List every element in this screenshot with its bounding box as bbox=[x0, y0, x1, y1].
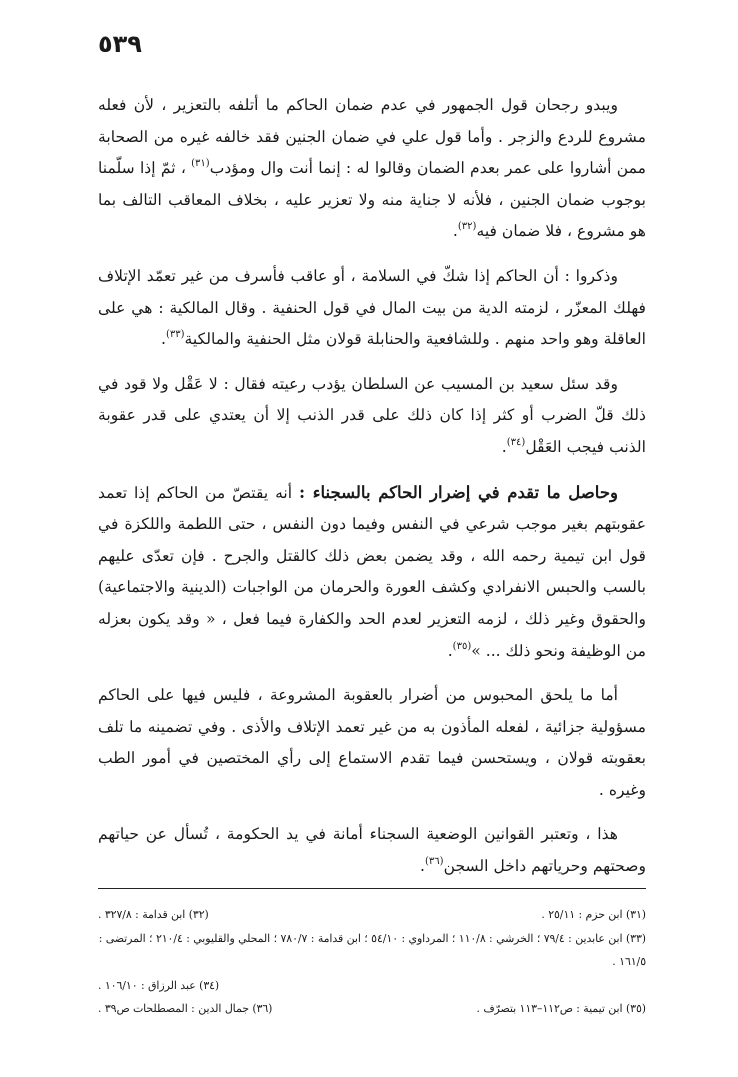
paragraph-text: . bbox=[452, 222, 458, 241]
paragraph-text: أما ما يلحق المحبوس من أضرار بالعقوبة المشروعة ، فليس فيها على الحاكم مسؤولية جزائية ، لفعله المأذون به من غير تعمد الإتلاف والأذى . وفي تضمينه ما تلف بعقوبته قولان ، ويستحسن فيما تقدم الاستماع إلى رأي المختصين في أمور الطب وغيره . bbox=[98, 686, 646, 799]
paragraph-text: . bbox=[501, 437, 507, 456]
body-text bbox=[98, 90, 646, 896]
footnote-35: (٣٥) ابن تيمية : ص١١٢–١١٣ بتصرّف . bbox=[476, 1002, 646, 1015]
paragraph-5 bbox=[98, 680, 646, 806]
paragraph-6 bbox=[98, 819, 646, 882]
footnote-ref-34: (٣٤) bbox=[506, 436, 526, 448]
paragraph-text: ويبدو رجحان قول الجمهور في عدم ضمان الحاكم ما أتلفه بالتعزير ، لأن فعله مشروع للردع والزجر . وأما قول علي في ضمان الجنين فقد خالفه غيره من الصحابة ممن أشاروا على عمر بعدم الضمان وقالوا له : إنما أنت وال ومؤدب bbox=[98, 96, 646, 178]
footnote-33: (٣٣) ابن عابدين : ٧٩/٤ ؛ الخرشي : ١١٠/٨ ؛ المرداوي : ٥٤/١٠ ؛ ابن قدامة : ٧٨٠/٧ ؛ المحلي والقليوبي : ٢١٠/٤ ؛ المرتضى : ١٦١/٥ . bbox=[98, 931, 646, 968]
paragraph-4 bbox=[98, 477, 646, 668]
footnote-ref-35: (٣٥) bbox=[452, 640, 472, 652]
footnote-ref-32: (٣٢) bbox=[457, 221, 477, 233]
footnote-row bbox=[98, 997, 646, 1021]
footnote-ref-31: (٣١) bbox=[191, 158, 210, 170]
footnote-row bbox=[98, 903, 646, 927]
paragraph-2 bbox=[98, 261, 646, 356]
footnote-ref-36: (٣٦) bbox=[425, 856, 444, 868]
page-number: ٥٣٩ bbox=[98, 30, 142, 58]
footnote-row bbox=[98, 974, 646, 998]
paragraph-text: . bbox=[160, 330, 166, 349]
paragraph-3 bbox=[98, 369, 646, 464]
paragraph-lead-heading: وحاصل ما تقدم في إضرار الحاكم بالسجناء : bbox=[299, 482, 618, 502]
footnote-ref-33: (٣٣) bbox=[165, 329, 185, 341]
footnotes bbox=[98, 903, 646, 1021]
paragraph-text: . bbox=[420, 857, 426, 876]
footnote-34: (٣٤) عبد الرزاق : ١٠٦/١٠ . bbox=[98, 978, 220, 992]
paragraph-text: وذكروا : أن الحاكم إذا شكّ في السلامة ، أو عاقب فأسرف من غير تعمّد الإتلاف فهلك المعزّر ، لزمته الدية من بيت المال في قول الحنفية . وقال المالكية : هي على العاقلة وهو واحد منهم . وللشافعية والحنابلة قولان مثل الحنفية والمالكية bbox=[98, 266, 646, 349]
paragraph-text: هذا ، وتعتبر القوانين الوضعية السجناء أمانة في يد الحكومة ، تُسأل عن حياتهم وصحتهم وحرياتهم داخل السجن bbox=[98, 825, 646, 876]
paragraph-1 bbox=[98, 90, 646, 248]
footnote-31: (٣١) ابن حزم : ٢٥/١١ . bbox=[541, 908, 646, 921]
footnote-36: (٣٦) جمال الدين : المصطلحات ص٣٩ . bbox=[98, 1002, 273, 1015]
footnote-32: (٣٢) ابن قدامة : ٣٢٧/٨ . bbox=[98, 908, 209, 921]
paragraph-text: ، ثمّ إذا سلّمنا بوجوب ضمان الجنين ، فلأنه لا جناية منه ولا تعزير عليه ، بخلاف المعاقب التالف بما هو مشروع ، فلا ضمان فيه bbox=[98, 159, 646, 241]
footnote-separator bbox=[98, 888, 646, 889]
paragraph-text: . bbox=[447, 641, 453, 660]
paragraph-text: أنه يقتصّ من الحاكم إذا تعمد عقوبتهم بغير موجب شرعي في النفس وفيما دون النفس ، حتى اللطمة واللكزة في قول ابن تيمية رحمه الله ، وقد يضمن بعض ذلك كالقتل والجرح . فإن تعدّى عليهم بالسب والحبس الانفرادي وكشف العورة والحرمان من الواجبات (الدينية والاجتماعية) والحقوق وغير ذلك ، لزمه التعزير لعدم الحد والكفارة فيما فعل ، « وقد يكون بعزله من الوظيفة ونحو ذلك ... » bbox=[98, 483, 646, 660]
paragraph-text: وقد سئل سعيد بن المسيب عن السلطان يؤدب رعيته فقال : لا عَقْل ولا قود في ذلك قلّ الضرب أو كثر إذا كان ذلك على قدر الذنب إلا أن يعتدي على قدر عقوبة الذنب فيجب العَقْل bbox=[98, 374, 646, 456]
